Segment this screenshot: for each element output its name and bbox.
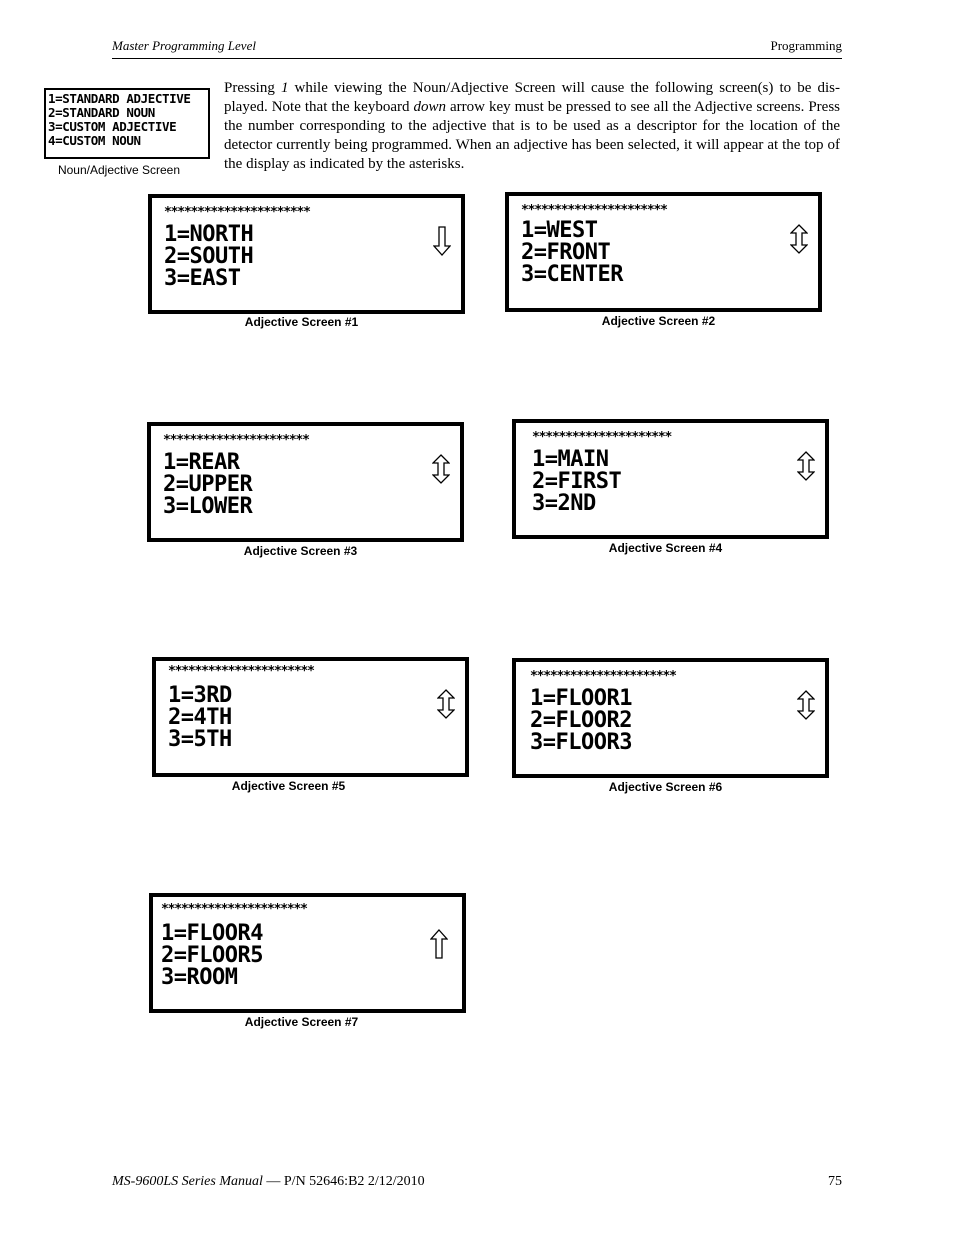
lcd-line: 2=FIRST (532, 469, 622, 494)
asterisk-row: ********************** (521, 203, 667, 218)
header-title: Master Programming Level (112, 38, 256, 53)
adjective-screen-3 (147, 422, 464, 542)
lcd-line: 1=NORTH (164, 222, 254, 247)
adjective-screen-7 (149, 893, 466, 1013)
asterisk-row: ********************** (530, 669, 676, 684)
asterisk-row: ********************** (168, 664, 314, 679)
lcd-line: 2=FRONT (521, 240, 611, 265)
asterisk-row: ********************** (161, 902, 307, 917)
intro-key: down (413, 99, 446, 115)
lcd-line: 2=SOUTH (164, 244, 254, 269)
intro-paragraph (224, 79, 840, 174)
asterisk-row: ********************** (163, 433, 309, 448)
lcd-line: 3=LOWER (163, 494, 253, 519)
lcd-line: 1=FLOOR4 (161, 921, 263, 946)
lcd-line: 1=WEST (521, 218, 598, 243)
lcd-line: 2=4TH (168, 705, 232, 730)
lcd-line: 3=CUSTOM ADJECTIVE (48, 119, 177, 134)
adjective-caption-4: Adjective Screen #4 (608, 541, 723, 555)
noun-adjective-caption: Noun/Adjective Screen (57, 163, 181, 177)
lcd-line: 3=FLOOR3 (530, 730, 632, 755)
intro-text: Pressing (224, 80, 281, 96)
adjective-caption-3: Adjective Screen #3 (243, 544, 358, 558)
lcd-line: 2=UPPER (163, 472, 253, 497)
up-down-arrow-icon (790, 224, 808, 254)
lcd-line: 1=STANDARD ADJECTIVE (48, 91, 191, 106)
noun-adjective-lcd (44, 88, 210, 159)
asterisk-row: ********************* (532, 430, 672, 445)
adjective-screen-5 (152, 657, 469, 777)
down-arrow-icon (433, 226, 451, 256)
up-down-arrow-icon (797, 451, 815, 481)
adjective-screen-2 (505, 192, 822, 312)
footer-manual-title: MS-9600LS Series Manual (112, 1174, 263, 1189)
intro-text: arrow key must be pressed to see all the Adjective screens. Press the number corresponding to the adjective that is to be used as a descriptor for the location of the detector currently being programmed. When an adjective has been selected, it will appear at the top of the display as indicated by the asterisks. (224, 99, 840, 172)
footer-part-number: — P/N 52646:B2 2/12/2010 (262, 1174, 425, 1189)
intro-key: 1 (280, 80, 289, 96)
adjective-screen-1 (148, 194, 465, 314)
lcd-line: 1=MAIN (532, 447, 609, 472)
lcd-line: 1=REAR (163, 450, 240, 475)
header-rule (112, 58, 842, 59)
adjective-screen-6 (512, 658, 829, 778)
lcd-line: 4=CUSTOM NOUN (48, 133, 141, 148)
intro-text: while viewing the Noun/Adjective Screen will cause the following screen(s) to be dis-played. Note that the keyboard (224, 80, 840, 115)
up-down-arrow-icon (432, 454, 450, 484)
up-down-arrow-icon (437, 689, 455, 719)
up-arrow-icon (430, 929, 448, 959)
adjective-caption-5: Adjective Screen #5 (231, 779, 346, 793)
header-section: Programming (770, 38, 842, 53)
lcd-line: 3=2ND (532, 491, 596, 516)
asterisk-row: ********************** (164, 205, 310, 220)
lcd-line: 2=FLOOR5 (161, 943, 263, 968)
lcd-line: 3=5TH (168, 727, 232, 752)
lcd-line: 1=3RD (168, 683, 232, 708)
adjective-caption-6: Adjective Screen #6 (608, 780, 723, 794)
adjective-caption-2: Adjective Screen #2 (601, 314, 716, 328)
lcd-line: 2=STANDARD NOUN (48, 105, 155, 120)
lcd-line: 3=ROOM (161, 965, 238, 990)
lcd-line: 2=FLOOR2 (530, 708, 632, 733)
lcd-line: 3=CENTER (521, 262, 623, 287)
footer-manual (112, 1174, 425, 1190)
page-number: 75 (828, 1174, 842, 1189)
lcd-line: 3=EAST (164, 266, 241, 291)
lcd-line: 1=FLOOR1 (530, 686, 632, 711)
adjective-caption-7: Adjective Screen #7 (244, 1015, 359, 1029)
adjective-caption-1: Adjective Screen #1 (244, 315, 359, 329)
adjective-screen-4 (512, 419, 829, 539)
up-down-arrow-icon (797, 690, 815, 720)
